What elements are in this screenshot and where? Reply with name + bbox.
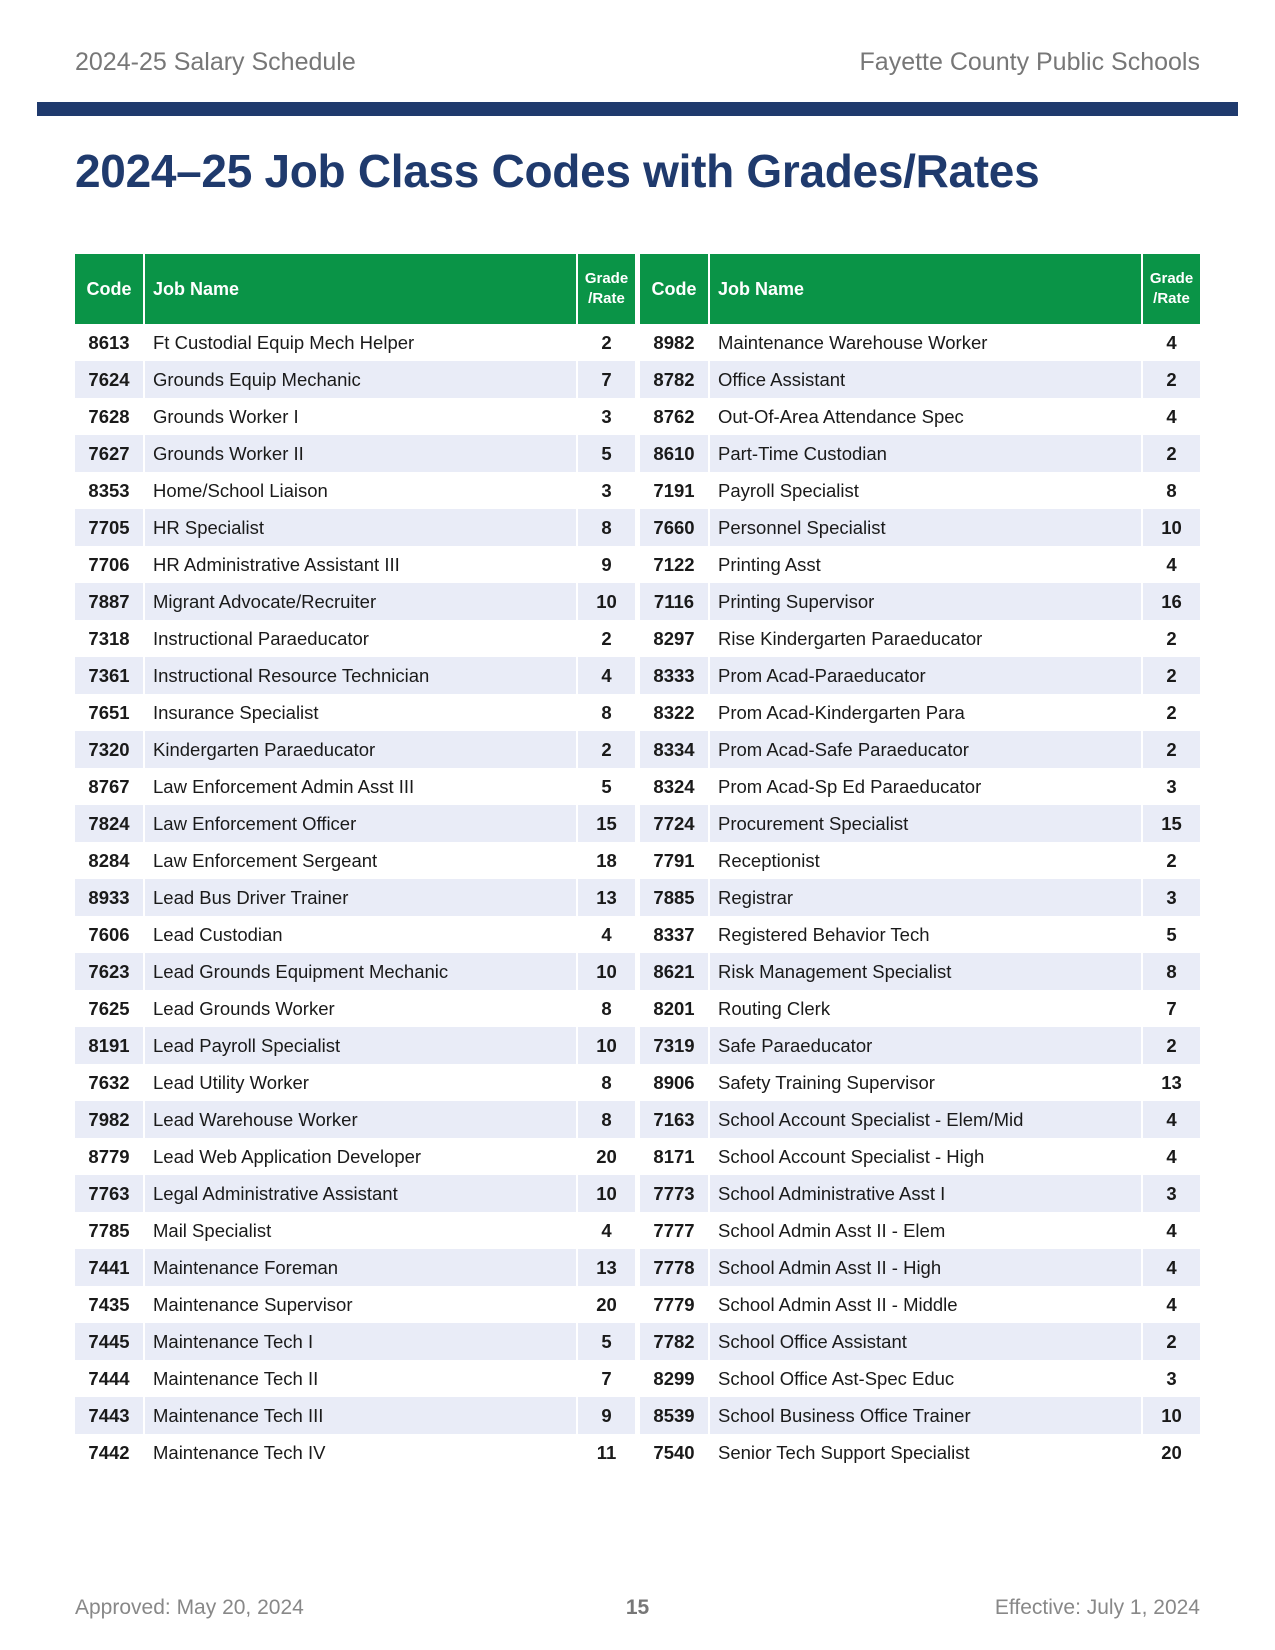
grade-rate-cell: 4	[1166, 1219, 1177, 1241]
job-name-cell: Instructional Paraeducator	[144, 620, 577, 657]
grade-rate-cell: 8	[601, 701, 612, 723]
job-code-cell: 7705	[75, 509, 144, 546]
job-code-cell: 8324	[640, 768, 709, 805]
table-row	[640, 694, 1200, 731]
table-row	[75, 1101, 635, 1138]
table-row	[75, 805, 635, 842]
table-row	[75, 1434, 635, 1471]
grade-rate-cell: 2	[1166, 627, 1177, 649]
job-code-cell: 8171	[640, 1138, 709, 1175]
grade-rate-cell: 20	[1161, 1441, 1182, 1463]
column-header-job-name: Job Name	[144, 254, 577, 324]
grade-rate-cell: 4	[601, 923, 612, 945]
table-row	[75, 1360, 635, 1397]
table-row	[75, 916, 635, 953]
table-row	[640, 842, 1200, 879]
grade-rate-cell: 8	[601, 1071, 612, 1093]
job-name-cell: Maintenance Foreman	[144, 1249, 577, 1286]
job-name-cell: Maintenance Tech IV	[144, 1434, 577, 1471]
table-row	[75, 731, 635, 768]
job-code-cell: 7443	[75, 1397, 144, 1434]
table-row	[75, 953, 635, 990]
job-name-cell: Lead Grounds Worker	[144, 990, 577, 1027]
table-row	[75, 1286, 635, 1323]
job-name-cell: Printing Supervisor	[709, 583, 1142, 620]
grade-rate-cell: 8	[601, 997, 612, 1019]
job-name-cell: Maintenance Tech II	[144, 1360, 577, 1397]
grade-rate-cell: 2	[1142, 435, 1200, 472]
job-name-cell: Lead Web Application Developer	[144, 1138, 577, 1175]
grade-rate-cell: 4	[1166, 553, 1177, 575]
table-row	[75, 768, 635, 805]
table-row	[640, 1323, 1200, 1360]
grade-rate-cell: 4	[1142, 1101, 1200, 1138]
table-row	[75, 1064, 635, 1101]
grade-rate-cell: 11	[596, 1441, 617, 1463]
job-name-cell: Safety Training Supervisor	[709, 1064, 1142, 1101]
grade-rate-cell: 8	[1142, 953, 1200, 990]
table-row	[75, 694, 635, 731]
job-name-cell: Lead Custodian	[144, 916, 577, 953]
grade-header-line1: Grade	[1149, 270, 1194, 287]
job-code-cell: 7885	[640, 879, 709, 916]
job-code-cell: 7887	[75, 583, 144, 620]
job-name-cell: Mail Specialist	[144, 1212, 577, 1249]
table-header-row	[640, 254, 1200, 324]
job-code-cell: 7778	[640, 1249, 709, 1286]
grade-rate-cell: 3	[601, 405, 612, 427]
job-code-cell: 8621	[640, 953, 709, 990]
table-row	[640, 546, 1200, 583]
grade-rate-cell: 10	[577, 583, 635, 620]
job-name-cell: Instructional Resource Technician	[144, 657, 577, 694]
grade-rate-cell: 20	[596, 1293, 617, 1315]
job-name-cell: Part-Time Custodian	[709, 435, 1142, 472]
table-row	[640, 1175, 1200, 1212]
job-name-cell: Senior Tech Support Specialist	[709, 1434, 1142, 1471]
table-row	[75, 398, 635, 435]
job-name-cell: Grounds Worker II	[144, 435, 577, 472]
table-row	[640, 1360, 1200, 1397]
job-code-cell: 8982	[640, 324, 709, 361]
job-code-cell: 8782	[640, 361, 709, 398]
grade-rate-cell: 3	[1166, 775, 1177, 797]
job-name-cell: Procurement Specialist	[709, 805, 1142, 842]
header-schedule-title: 2024-25 Salary Schedule	[75, 48, 356, 76]
grade-rate-cell: 2	[1166, 849, 1177, 871]
grade-rate-cell: 7	[601, 1367, 612, 1389]
grade-rate-cell: 15	[1142, 805, 1200, 842]
table-row	[75, 583, 635, 620]
table-row	[640, 509, 1200, 546]
job-code-cell: 8333	[640, 657, 709, 694]
grade-rate-cell: 10	[577, 1175, 635, 1212]
grade-rate-cell: 4	[601, 1219, 612, 1241]
job-name-cell: Lead Warehouse Worker	[144, 1101, 577, 1138]
table-row	[75, 1397, 635, 1434]
grade-header-line2: /Rate	[1153, 290, 1190, 307]
grade-rate-cell: 2	[601, 627, 612, 649]
job-code-cell: 7706	[75, 546, 144, 583]
job-name-cell: Legal Administrative Assistant	[144, 1175, 577, 1212]
grade-rate-cell: 8	[1166, 479, 1177, 501]
job-code-cell: 7651	[75, 694, 144, 731]
column-header-code: Code	[640, 254, 709, 324]
grade-rate-cell: 8	[577, 509, 635, 546]
table-row	[75, 1249, 635, 1286]
table-row	[640, 472, 1200, 509]
table-row	[640, 361, 1200, 398]
grade-rate-cell: 13	[577, 879, 635, 916]
job-code-cell: 8191	[75, 1027, 144, 1064]
job-code-cell: 8201	[640, 990, 709, 1027]
job-name-cell: Grounds Equip Mechanic	[144, 361, 577, 398]
job-code-cell: 8610	[640, 435, 709, 472]
job-code-cell: 8284	[75, 842, 144, 879]
grade-rate-cell: 4	[1166, 1145, 1177, 1167]
job-code-cell: 7444	[75, 1360, 144, 1397]
job-code-cell: 7628	[75, 398, 144, 435]
job-code-cell: 7442	[75, 1434, 144, 1471]
job-code-cell: 7163	[640, 1101, 709, 1138]
job-code-cell: 7724	[640, 805, 709, 842]
grade-rate-cell: 4	[1142, 1249, 1200, 1286]
job-name-cell: School Administrative Asst I	[709, 1175, 1142, 1212]
job-name-cell: School Account Specialist - High	[709, 1138, 1142, 1175]
job-code-cell: 7623	[75, 953, 144, 990]
grade-rate-cell: 2	[1142, 1323, 1200, 1360]
column-header-grade-rate	[577, 254, 635, 324]
grade-rate-cell: 13	[1161, 1071, 1182, 1093]
job-code-cell: 7540	[640, 1434, 709, 1471]
column-header-grade-rate	[1142, 254, 1200, 324]
job-name-cell: Maintenance Tech I	[144, 1323, 577, 1360]
grade-rate-cell: 2	[601, 331, 612, 353]
table-row	[640, 1027, 1200, 1064]
table-row	[640, 1101, 1200, 1138]
job-table-left	[75, 254, 635, 1471]
grade-rate-cell: 5	[577, 1323, 635, 1360]
grade-header-line1: Grade	[584, 270, 629, 287]
job-name-cell: Prom Acad-Paraeducator	[709, 657, 1142, 694]
table-row	[640, 1212, 1200, 1249]
job-code-cell: 7441	[75, 1249, 144, 1286]
job-code-cell: 7445	[75, 1323, 144, 1360]
grade-rate-cell: 2	[1166, 701, 1177, 723]
grade-rate-cell: 3	[601, 479, 612, 501]
table-row	[640, 1286, 1200, 1323]
job-name-cell: Ft Custodial Equip Mech Helper	[144, 324, 577, 361]
table-row	[75, 1138, 635, 1175]
grade-rate-cell: 4	[577, 657, 635, 694]
grade-rate-cell: 9	[601, 553, 612, 575]
job-code-cell: 7435	[75, 1286, 144, 1323]
table-row	[75, 361, 635, 398]
job-code-cell: 7624	[75, 361, 144, 398]
table-row	[640, 324, 1200, 361]
grade-rate-cell: 10	[1142, 509, 1200, 546]
job-name-cell: Personnel Specialist	[709, 509, 1142, 546]
table-row	[75, 990, 635, 1027]
job-name-cell: School Admin Asst II - Elem	[709, 1212, 1142, 1249]
job-name-cell: Home/School Liaison	[144, 472, 577, 509]
job-code-cell: 8613	[75, 324, 144, 361]
job-name-cell: Law Enforcement Admin Asst III	[144, 768, 577, 805]
job-code-cell: 8779	[75, 1138, 144, 1175]
job-name-cell: HR Specialist	[144, 509, 577, 546]
grade-rate-cell: 7	[577, 361, 635, 398]
table-row	[640, 731, 1200, 768]
table-row	[640, 620, 1200, 657]
job-name-cell: Receptionist	[709, 842, 1142, 879]
table-row	[75, 1027, 635, 1064]
grade-rate-cell: 2	[1142, 361, 1200, 398]
job-name-cell: School Admin Asst II - High	[709, 1249, 1142, 1286]
grade-rate-cell: 5	[577, 435, 635, 472]
table-row	[640, 1434, 1200, 1471]
job-code-cell: 7627	[75, 435, 144, 472]
table-row	[640, 1064, 1200, 1101]
job-name-cell: Kindergarten Paraeducator	[144, 731, 577, 768]
job-code-cell: 7982	[75, 1101, 144, 1138]
job-code-cell: 8762	[640, 398, 709, 435]
job-code-cell: 7319	[640, 1027, 709, 1064]
job-code-cell: 8767	[75, 768, 144, 805]
job-name-cell: Registered Behavior Tech	[709, 916, 1142, 953]
job-code-cell: 7116	[640, 583, 709, 620]
job-name-cell: Maintenance Supervisor	[144, 1286, 577, 1323]
table-row	[75, 879, 635, 916]
job-code-cell: 7824	[75, 805, 144, 842]
job-code-cell: 8353	[75, 472, 144, 509]
job-name-cell: Maintenance Warehouse Worker	[709, 324, 1142, 361]
job-name-cell: School Office Ast-Spec Educ	[709, 1360, 1142, 1397]
job-name-cell: Law Enforcement Officer	[144, 805, 577, 842]
table-row	[75, 324, 635, 361]
table-row	[640, 805, 1200, 842]
table-row	[75, 509, 635, 546]
grade-rate-cell: 8	[577, 1101, 635, 1138]
job-name-cell: Law Enforcement Sergeant	[144, 842, 577, 879]
page-title: 2024–25 Job Class Codes with Grades/Rates	[75, 145, 1040, 197]
table-row	[75, 1175, 635, 1212]
footer-page-number: 15	[625, 1596, 650, 1619]
job-code-cell: 7606	[75, 916, 144, 953]
grade-rate-cell: 4	[1166, 1293, 1177, 1315]
grade-rate-cell: 2	[1142, 1027, 1200, 1064]
table-row	[640, 953, 1200, 990]
table-row	[640, 398, 1200, 435]
job-table-right-body	[640, 324, 1200, 1471]
grade-rate-cell: 9	[577, 1397, 635, 1434]
job-name-cell: Rise Kindergarten Paraeducator	[709, 620, 1142, 657]
job-name-cell: Migrant Advocate/Recruiter	[144, 583, 577, 620]
job-code-cell: 8322	[640, 694, 709, 731]
footer-approved-date: Approved: May 20, 2024	[75, 1596, 304, 1619]
grade-rate-cell: 4	[1166, 405, 1177, 427]
job-name-cell: School Admin Asst II - Middle	[709, 1286, 1142, 1323]
table-row	[75, 620, 635, 657]
job-name-cell: Printing Asst	[709, 546, 1142, 583]
table-row	[75, 657, 635, 694]
table-row	[75, 472, 635, 509]
job-code-cell: 7318	[75, 620, 144, 657]
job-code-cell: 7122	[640, 546, 709, 583]
header-district-name: Fayette County Public Schools	[859, 48, 1200, 76]
grade-rate-cell: 3	[1166, 1367, 1177, 1389]
job-code-cell: 8539	[640, 1397, 709, 1434]
job-name-cell: Prom Acad-Kindergarten Para	[709, 694, 1142, 731]
job-name-cell: Lead Payroll Specialist	[144, 1027, 577, 1064]
table-row	[640, 879, 1200, 916]
grade-rate-cell: 3	[1142, 1175, 1200, 1212]
job-name-cell: Grounds Worker I	[144, 398, 577, 435]
table-row	[640, 1397, 1200, 1434]
grade-rate-cell: 16	[1142, 583, 1200, 620]
grade-header-line2: /Rate	[588, 290, 625, 307]
grade-rate-cell: 10	[1142, 1397, 1200, 1434]
table-row	[75, 1323, 635, 1360]
table-row	[640, 657, 1200, 694]
header-divider-bar	[37, 102, 1238, 116]
grade-rate-cell: 2	[577, 731, 635, 768]
job-code-cell: 7791	[640, 842, 709, 879]
job-code-cell: 7660	[640, 509, 709, 546]
grade-rate-cell: 20	[596, 1145, 617, 1167]
job-name-cell: Safe Paraeducator	[709, 1027, 1142, 1064]
grade-rate-cell: 5	[601, 775, 612, 797]
grade-rate-cell: 2	[1142, 731, 1200, 768]
job-name-cell: Lead Bus Driver Trainer	[144, 879, 577, 916]
job-name-cell: Prom Acad-Sp Ed Paraeducator	[709, 768, 1142, 805]
table-row	[75, 842, 635, 879]
job-name-cell: Insurance Specialist	[144, 694, 577, 731]
job-table-right	[640, 254, 1200, 1471]
grade-rate-cell: 2	[1142, 657, 1200, 694]
grade-rate-cell: 3	[1142, 879, 1200, 916]
table-row	[640, 435, 1200, 472]
grade-rate-cell: 10	[577, 1027, 635, 1064]
table-row	[75, 1212, 635, 1249]
job-name-cell: School Business Office Trainer	[709, 1397, 1142, 1434]
job-code-cell: 7763	[75, 1175, 144, 1212]
job-code-cell: 7632	[75, 1064, 144, 1101]
job-name-cell: School Account Specialist - Elem/Mid	[709, 1101, 1142, 1138]
job-name-cell: Risk Management Specialist	[709, 953, 1142, 990]
job-code-cell: 8334	[640, 731, 709, 768]
footer-effective-date: Effective: July 1, 2024	[994, 1596, 1200, 1619]
grade-rate-cell: 10	[577, 953, 635, 990]
table-row	[640, 583, 1200, 620]
job-name-cell: Routing Clerk	[709, 990, 1142, 1027]
table-row	[640, 768, 1200, 805]
table-row	[75, 546, 635, 583]
job-name-cell: Prom Acad-Safe Paraeducator	[709, 731, 1142, 768]
job-name-cell: Maintenance Tech III	[144, 1397, 577, 1434]
job-name-cell: School Office Assistant	[709, 1323, 1142, 1360]
job-name-cell: Registrar	[709, 879, 1142, 916]
column-header-code: Code	[75, 254, 144, 324]
table-row	[640, 990, 1200, 1027]
grade-rate-cell: 5	[1166, 923, 1177, 945]
job-code-cell: 7625	[75, 990, 144, 1027]
job-code-cell: 7773	[640, 1175, 709, 1212]
grade-rate-cell: 13	[577, 1249, 635, 1286]
job-code-cell: 7779	[640, 1286, 709, 1323]
job-code-cell: 7320	[75, 731, 144, 768]
table-row	[75, 435, 635, 472]
job-name-cell: Lead Utility Worker	[144, 1064, 577, 1101]
table-row	[640, 1138, 1200, 1175]
job-code-cell: 8299	[640, 1360, 709, 1397]
job-code-cell: 8297	[640, 620, 709, 657]
job-code-cell: 7361	[75, 657, 144, 694]
job-name-cell: Lead Grounds Equipment Mechanic	[144, 953, 577, 990]
table-row	[640, 916, 1200, 953]
job-name-cell: Office Assistant	[709, 361, 1142, 398]
job-table-left-body	[75, 324, 635, 1471]
job-name-cell: Payroll Specialist	[709, 472, 1142, 509]
grade-rate-cell: 18	[596, 849, 617, 871]
job-code-cell: 8906	[640, 1064, 709, 1101]
job-name-cell: Out-Of-Area Attendance Spec	[709, 398, 1142, 435]
job-code-cell: 7191	[640, 472, 709, 509]
column-header-job-name: Job Name	[709, 254, 1142, 324]
grade-rate-cell: 15	[577, 805, 635, 842]
table-row	[640, 1249, 1200, 1286]
job-name-cell: HR Administrative Assistant III	[144, 546, 577, 583]
grade-rate-cell: 4	[1166, 331, 1177, 353]
job-code-cell: 7785	[75, 1212, 144, 1249]
table-header-row	[75, 254, 635, 324]
job-code-cell: 7777	[640, 1212, 709, 1249]
job-code-cell: 8337	[640, 916, 709, 953]
grade-rate-cell: 7	[1166, 997, 1177, 1019]
job-code-cell: 7782	[640, 1323, 709, 1360]
job-code-cell: 8933	[75, 879, 144, 916]
